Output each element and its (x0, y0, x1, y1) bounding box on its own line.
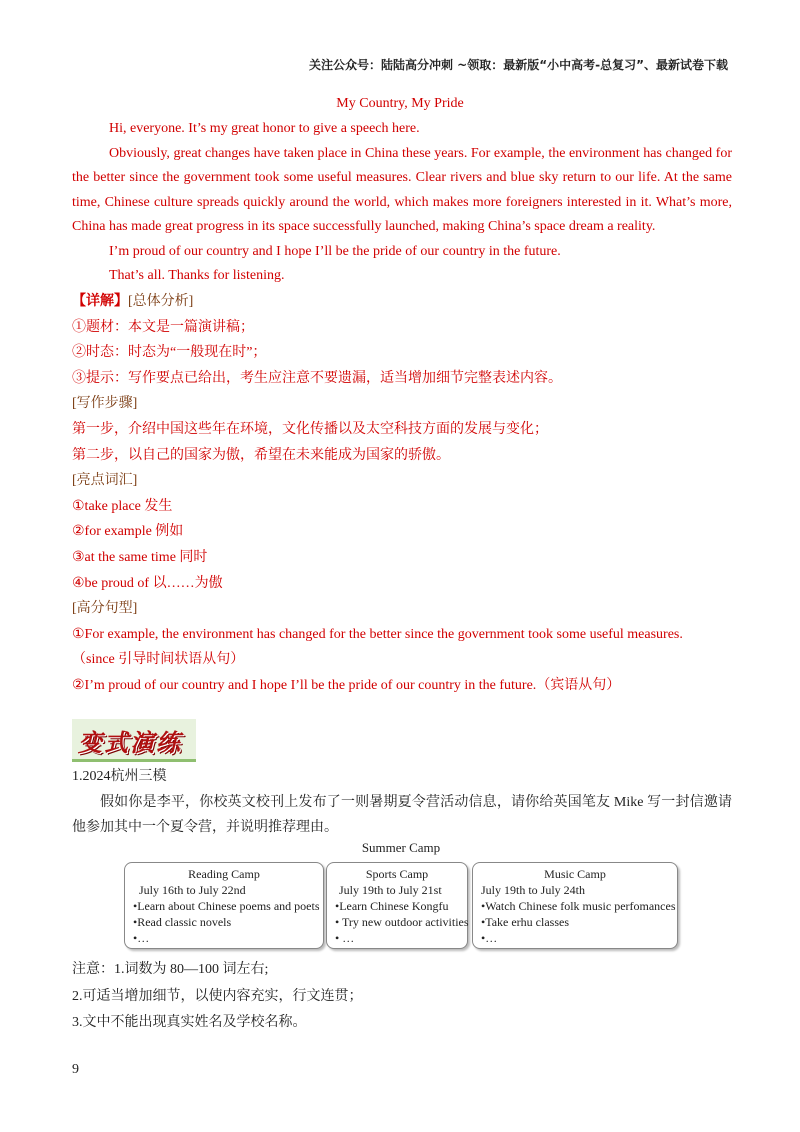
sentence-2-note: （宾语从句） (536, 677, 621, 693)
camp-name: Sports Camp (365, 867, 429, 881)
camp-item: •Read classic novels (133, 915, 232, 929)
analysis-point-3: ③提示：写作要点已给出，考生应注意不要遗漏，适当增加细节完整表述内容。 (72, 370, 562, 386)
note-3: 3.文中不能出现真实姓名及学校名称。 (72, 1015, 307, 1030)
camp-card-reading (124, 862, 324, 949)
analysis-point-1: ①题材：本文是一篇演讲稿； (72, 319, 254, 335)
summer-camp-table (122, 855, 680, 951)
essay-paragraph-4: That’s all. Thanks for listening. (109, 268, 285, 283)
camp-name: Reading Camp (188, 867, 260, 881)
camp-item: • … (335, 931, 355, 945)
exercise-task: 假如你是李平，你校英文校刊上发布了一则暑期夏令营活动信息，请你给英国笔友 Mike 写一封信邀请他参加其中一个夏令营，并说明推荐理由。 (72, 795, 732, 835)
analysis-section (72, 289, 752, 699)
vocab-zh: 以……为傲 (152, 575, 223, 591)
camp-dates: July 19th to July 24th (481, 883, 586, 897)
camp-item: • Try new outdoor activities (335, 915, 469, 929)
note-2: 2.可适当增加细节，以使内容充实，行文连贯； (72, 988, 363, 1004)
analysis-heading (72, 289, 752, 315)
camp-item: •Watch Chinese folk music perfomances (481, 899, 676, 913)
overall-tag: [总体分析] (128, 294, 194, 309)
camp-item: •Learn Chinese Kongfu (335, 899, 449, 913)
vocab-tag: [亮点词汇] (72, 473, 138, 489)
vocab-item (72, 571, 752, 597)
step-2: 第二步，以自己的国家为傲，希望在未来能成为国家的骄傲。 (72, 447, 450, 463)
vocab-item (72, 519, 752, 545)
essay-paragraph-3: I’m proud of our country and I hope I’ll be the pride of our country in the future. (109, 243, 561, 259)
essay-body (72, 117, 732, 289)
vocab-en: ②for example (72, 524, 156, 540)
steps-tag: [写作步骤] (72, 396, 138, 412)
camp-name: Music Camp (544, 867, 606, 881)
sentence-1: ①For example, the environment has changed for the better since the government took some useful measures. (72, 626, 683, 642)
page-header: 关注公众号：陆陆高分冲刺 ~领取：最新版“小中高考-总复习”、最新试卷下载 (309, 58, 728, 72)
camp-item: •… (133, 931, 150, 945)
essay-paragraph-2: Obviously, great changes have taken place in China these years. For example, the environment has changed for the better since the government took some useful measures. Clear rivers and blue sky return to our life. At the same time, Chinese culture spreads quickly around the world, which makes more foreigners interested in it. What’s more, China has made great progress in its space successfully launched, making China’s space dream a reality. (72, 145, 732, 234)
vocab-item (72, 545, 752, 571)
camp-dates: July 19th to July 21st (339, 883, 442, 897)
sentence-1-note: （since 引导时间状语从句） (72, 652, 245, 668)
camp-card-sports (326, 862, 468, 949)
vocab-en: ④be proud of (72, 575, 153, 591)
page-number: 9 (72, 1062, 79, 1077)
vocab-zh: 同时 (179, 549, 208, 565)
vocab-en: ①take place (72, 498, 145, 514)
banner-label: 变式演练 (78, 728, 182, 757)
essay-paragraph-1: Hi, everyone. It’s my great honor to give a speech here. (109, 121, 420, 136)
camp-card-music (472, 862, 678, 949)
note-1: 注意：1.词数为 80—100 词左右; (72, 962, 269, 977)
vocab-zh: 例如 (155, 524, 184, 540)
detail-tag: 【详解】 (72, 294, 128, 309)
vocab-zh: 发生 (144, 498, 173, 514)
camp-dates: July 16th to July 22nd (139, 883, 246, 897)
analysis-point-2: ②时态：时态为“一般现在时”； (72, 345, 267, 361)
camp-item: •… (481, 931, 498, 945)
step-1: 第一步，介绍中国这些年在环境，文化传播以及太空科技方面的发展与变化； (72, 421, 548, 437)
vocab-en: ③at the same time (72, 549, 180, 565)
camp-item: •Take erhu classes (481, 915, 569, 929)
sentence-2 (72, 673, 752, 699)
vocab-item (72, 494, 752, 520)
camp-item: •Learn about Chinese poems and poets (133, 899, 320, 913)
summer-camp-title: Summer Camp (361, 840, 441, 855)
variant-practice-banner (72, 719, 196, 762)
essay-title: My Country, My Pride (336, 96, 464, 111)
sentence-tag: [高分句型] (72, 601, 138, 617)
sentence-2-text: ②I’m proud of our country and I hope I’ll be the pride of our country in the future. (72, 677, 537, 693)
exercise-notes (72, 957, 363, 1037)
exercise-heading: 1.2024杭州三模 (72, 769, 167, 784)
